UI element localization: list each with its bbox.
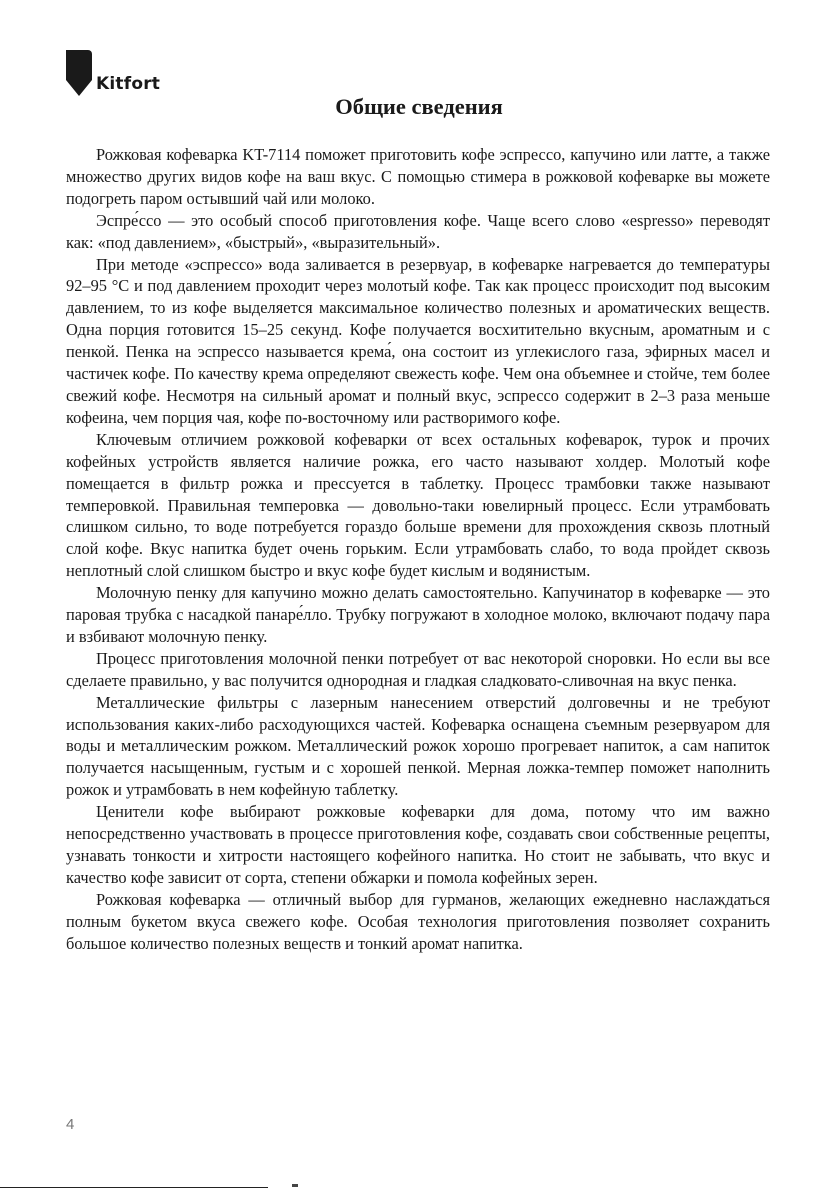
paragraph: Эспре́ссо — это особый способ приготовления кофе. Чаще всего слово «espresso» переводят как: «под давлением», «быстрый», «выразительный». — [66, 210, 770, 252]
paragraph: Металлические фильтры с лазерным нанесением отверстий долговечны и не требуют использования каких-либо расходующихся частей. Кофеварка оснащена съемным резервуаром для воды и металлическим рожком. Металлический рожок хорошо прогревает напиток, а сам напиток получается насыщенным, густым и с хорошей пенкой. Мерная ложка-темпер поможет наполнить рожок и утрамбовать в нем кофейную таблетку. — [66, 692, 770, 800]
kitfort-logo-icon — [66, 50, 92, 96]
brand-name: Kitfort — [96, 74, 161, 94]
paragraph: Процесс приготовления молочной пенки потребует от вас некоторой сноровки. Но если вы все сделаете правильно, у вас получится однородная и гладкая сладковато-сливочная на вкус пенка. — [66, 648, 770, 690]
paragraph: Ключевым отличием рожковой кофеварки от всех остальных кофеварок, турок и прочих кофейных устройств является наличие рожка, его часто называют холдер. Молотый кофе помещается в фильтр рожка и прессуется в таблетку. Процесс трамбовки также называют темперовкой. Правильная темперовка — довольно-таки ювелирный процесс. Если утрамбовать слишком сильно, то воде потребуется гораздо больше времени для прохождения сквозь плотный слой кофе. Вкус напитка будет очень горьким. Если утрамбовать слабо, то вода пройдет сквозь неплотный слой слишком быстро и вкус кофе будет кислым и водянистым. — [66, 429, 770, 581]
paragraph: Молочную пенку для капучино можно делать самостоятельно. Капучинатор в кофеварке — это паровая трубка с насадкой панаре́лло. Трубку погружают в холодное молоко, включают подачу пара и взбивают молочную пенку. — [66, 583, 770, 646]
paragraph: При методе «эспрессо» вода заливается в резервуар, в кофеварке нагревается до температуры 92–95 °С и под давлением проходит через молотый кофе. Так как процесс происходит под высоким давлением, то из кофе выделяется максимальное количество полезных и ароматических веществ. Одна порция готовится 15–25 секунд. Кофе получается восхитительно вкусным, ароматным и с пенкой. Пенка на эспрессо называется крема́, она состоит из углекислого газа, эфирных масел и частичек кофе. По качеству крема определяют свежесть кофе. Чем она объемнее и стойче, тем более свежий кофе. Несмотря на сильный аромат и полный вкус, эспрессо содержит в 2–3 раза меньше кофеина, чем порция чая, кофе по-восточному или растворимого кофе. — [66, 254, 770, 427]
brand-logo — [66, 50, 160, 96]
page-number: 4 — [66, 1116, 75, 1133]
document-body — [66, 144, 770, 955]
footer-divider — [0, 1187, 268, 1188]
page-title: Общие сведения — [335, 94, 503, 119]
paragraph: Рожковая кофеварка KT-7114 поможет приготовить кофе эспрессо, капучино или латте, а также множество других видов кофе на ваш вкус. С помощью стимера в рожковой кофеварке вы можете подогреть паром остывший чай или молоко. — [66, 145, 770, 208]
paragraph: Рожковая кофеварка — отличный выбор для гурманов, желающих ежедневно наслаждаться полным букетом вкуса свежего кофе. Особая технология приготовления позволяет сохранить большое количество полезных веществ и тонкий аромат напитка. — [66, 889, 770, 953]
footer-mark — [292, 1184, 298, 1187]
paragraph: Ценители кофе выбирают рожковые кофеварки для дома, потому что им важно непосредственно участвовать в процессе приготовления кофе, создавать свои собственные рецепты, узнавать тонкости и хитрости настоящего кофейного напитка. Но стоит не забывать, что вкус и качество кофе зависит от сорта, степени обжарки и помола кофейных зерен. — [66, 802, 770, 887]
